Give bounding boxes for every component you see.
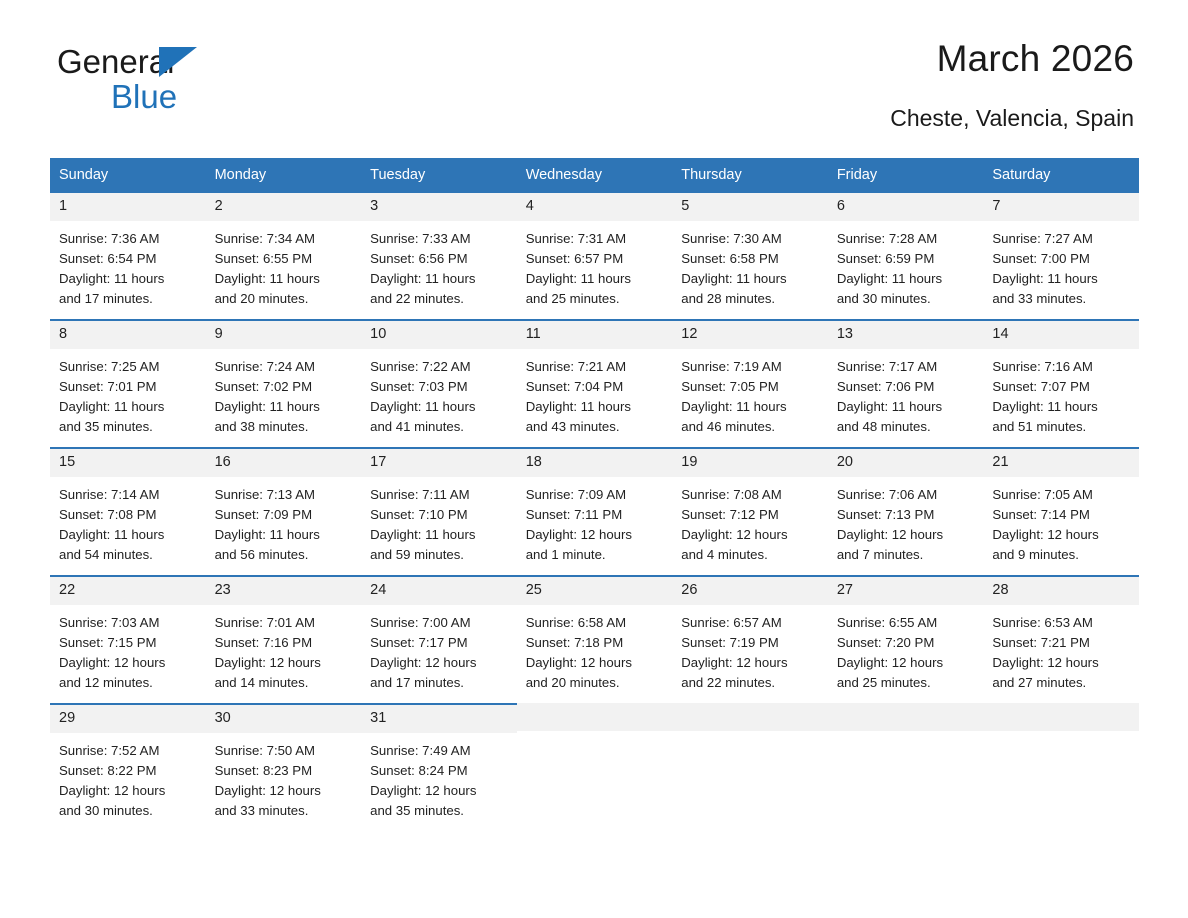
sunrise-text: Sunrise: 7:16 AM [992, 359, 1093, 374]
day-info [206, 349, 362, 437]
sunrise-text: Sunrise: 7:25 AM [59, 359, 160, 374]
sunrise-text: Sunrise: 7:00 AM [370, 615, 471, 630]
sunrise-text: Sunrise: 7:50 AM [214, 743, 315, 758]
page-header [50, 0, 1138, 131]
day-info [672, 221, 828, 309]
sunset-text: Sunset: 7:16 PM [214, 635, 313, 650]
logo-text-blue: Blue [111, 78, 178, 115]
daylight-text-line1: Daylight: 12 hours [525, 655, 632, 670]
day-info [517, 221, 673, 309]
daylight-text-line2: and 17 minutes. [59, 291, 153, 306]
sunrise-text: Sunrise: 7:24 AM [214, 359, 315, 374]
calendar-day-cell[interactable] [983, 191, 1139, 319]
day-info [983, 349, 1139, 437]
sunrise-text: Sunrise: 7:27 AM [992, 231, 1093, 246]
daylight-text-line1: Daylight: 11 hours [370, 399, 476, 414]
sunset-text: Sunset: 7:08 PM [59, 507, 157, 522]
day-number: 3 [361, 193, 517, 221]
weekday-header-sunday: Sunday [50, 158, 206, 191]
sunset-text: Sunset: 7:02 PM [214, 379, 313, 394]
calendar-day-cell[interactable] [672, 575, 828, 703]
calendar-day-cell[interactable] [672, 191, 828, 319]
daylight-text-line2: and 27 minutes. [992, 675, 1087, 690]
day-number-blank [983, 703, 1139, 731]
daylight-text-line2: and 43 minutes. [525, 419, 620, 434]
daylight-text-line1: Daylight: 12 hours [836, 527, 944, 542]
sunset-text: Sunset: 7:07 PM [992, 379, 1090, 394]
daylight-text-line1: Daylight: 12 hours [214, 783, 321, 798]
day-info [828, 477, 984, 565]
daylight-text-line2: and 46 minutes. [681, 419, 776, 434]
daylight-text-line2: and 25 minutes. [525, 291, 620, 306]
day-info [828, 605, 984, 693]
day-info [361, 605, 517, 693]
calendar-day-cell[interactable] [517, 191, 673, 319]
calendar-day-cell[interactable] [206, 703, 362, 831]
day-number: 31 [361, 705, 517, 733]
daylight-text-line1: Daylight: 12 hours [525, 527, 632, 542]
day-number-blank [828, 703, 984, 731]
sunset-text: Sunset: 7:03 PM [370, 379, 468, 394]
weekday-header-thursday: Thursday [672, 158, 828, 191]
daylight-text-line1: Daylight: 12 hours [370, 783, 477, 798]
day-number: 14 [983, 321, 1139, 349]
day-number: 8 [50, 321, 206, 349]
sunrise-text: Sunrise: 7:52 AM [59, 743, 160, 758]
day-number: 27 [828, 577, 984, 605]
day-number: 4 [517, 193, 673, 221]
sunrise-text: Sunrise: 7:06 AM [836, 487, 938, 502]
daylight-text-line2: and 30 minutes. [836, 291, 931, 306]
sunrise-text: Sunrise: 6:53 AM [992, 615, 1093, 630]
sunrise-text: Sunrise: 7:30 AM [681, 231, 782, 246]
weekday-header-saturday: Saturday [983, 158, 1139, 191]
day-number: 13 [828, 321, 984, 349]
calendar-day-cell-empty [983, 703, 1139, 831]
daylight-text-line1: Daylight: 12 hours [59, 783, 166, 798]
sunset-text: Sunset: 8:24 PM [370, 763, 468, 778]
daylight-text-line1: Daylight: 11 hours [370, 527, 476, 542]
daylight-text-line1: Daylight: 11 hours [836, 399, 943, 414]
daylight-text-line2: and 22 minutes. [681, 675, 776, 690]
day-info [828, 221, 984, 309]
daylight-text-line1: Daylight: 11 hours [214, 527, 320, 542]
daylight-text-line2: and 25 minutes. [836, 675, 931, 690]
day-number: 25 [517, 577, 673, 605]
logo-triangle-icon [159, 47, 197, 77]
calendar-day-cell[interactable] [517, 319, 673, 447]
calendar-day-cell[interactable] [983, 447, 1139, 575]
daylight-text-line2: and 12 minutes. [59, 675, 153, 690]
day-info [50, 221, 206, 309]
day-number: 17 [361, 449, 517, 477]
calendar-day-cell[interactable] [672, 447, 828, 575]
calendar-day-cell[interactable] [672, 319, 828, 447]
day-info [50, 733, 206, 821]
calendar-day-cell[interactable] [361, 575, 517, 703]
sunset-text: Sunset: 6:55 PM [214, 251, 313, 266]
day-info [361, 349, 517, 437]
daylight-text-line1: Daylight: 11 hours [992, 399, 1098, 414]
calendar-week-row [50, 447, 1139, 575]
daylight-text-line1: Daylight: 11 hours [59, 271, 165, 286]
calendar-day-cell[interactable] [206, 191, 362, 319]
day-info [983, 605, 1139, 693]
day-info [672, 477, 828, 565]
sunset-text: Sunset: 6:59 PM [836, 251, 935, 266]
calendar-day-cell[interactable] [828, 575, 984, 703]
day-number: 11 [517, 321, 673, 349]
daylight-text-line2: and 35 minutes. [59, 419, 153, 434]
page-location: Cheste, Valencia, Spain [890, 105, 1134, 131]
day-info [983, 221, 1139, 309]
calendar-day-cell[interactable] [361, 703, 517, 831]
day-info [672, 349, 828, 437]
day-info [517, 477, 673, 565]
day-info [206, 733, 362, 821]
sunset-text: Sunset: 7:12 PM [681, 507, 779, 522]
calendar-day-cell[interactable] [50, 447, 206, 575]
calendar-day-cell-empty [828, 703, 984, 831]
daylight-text-line2: and 33 minutes. [992, 291, 1087, 306]
day-info [361, 221, 517, 309]
page-title: March 2026 [936, 38, 1134, 79]
daylight-text-line1: Daylight: 12 hours [836, 655, 944, 670]
daylight-text-line2: and 7 minutes. [836, 547, 924, 562]
daylight-text-line2: and 41 minutes. [370, 419, 464, 434]
day-number-blank [517, 703, 673, 731]
calendar-day-cell[interactable] [828, 447, 984, 575]
daylight-text-line1: Daylight: 11 hours [525, 399, 631, 414]
sunset-text: Sunset: 6:57 PM [525, 251, 624, 266]
daylight-text-line2: and 20 minutes. [525, 675, 620, 690]
day-number: 16 [206, 449, 362, 477]
daylight-text-line2: and 35 minutes. [370, 803, 464, 818]
sunrise-text: Sunrise: 6:55 AM [836, 615, 938, 630]
generalblue-logo [57, 45, 177, 113]
day-number: 15 [50, 449, 206, 477]
day-number: 28 [983, 577, 1139, 605]
day-number: 1 [50, 193, 206, 221]
sunrise-text: Sunrise: 7:01 AM [214, 615, 315, 630]
daylight-text-line1: Daylight: 12 hours [681, 527, 788, 542]
day-info [517, 349, 673, 437]
sunset-text: Sunset: 7:13 PM [836, 507, 935, 522]
day-number: 2 [206, 193, 362, 221]
calendar-day-cell[interactable] [206, 575, 362, 703]
day-number: 22 [50, 577, 206, 605]
sunset-text: Sunset: 7:04 PM [525, 379, 624, 394]
daylight-text-line1: Daylight: 12 hours [992, 527, 1099, 542]
calendar-day-cell[interactable] [983, 319, 1139, 447]
day-number: 6 [828, 193, 984, 221]
sunset-text: Sunset: 7:01 PM [59, 379, 157, 394]
day-number: 23 [206, 577, 362, 605]
sunset-text: Sunset: 6:54 PM [59, 251, 157, 266]
day-info [206, 477, 362, 565]
weekday-header-monday: Monday [206, 158, 362, 191]
day-number-blank [672, 703, 828, 731]
daylight-text-line2: and 14 minutes. [214, 675, 309, 690]
calendar-day-cell-empty [517, 703, 673, 831]
logo-text-general: General [57, 43, 175, 80]
sunset-text: Sunset: 7:06 PM [836, 379, 935, 394]
calendar-day-cell[interactable] [361, 447, 517, 575]
daylight-text-line2: and 28 minutes. [681, 291, 776, 306]
sunrise-text: Sunrise: 6:58 AM [525, 615, 627, 630]
daylight-text-line2: and 38 minutes. [214, 419, 309, 434]
sunrise-text: Sunrise: 7:21 AM [525, 359, 627, 374]
day-info [517, 605, 673, 693]
daylight-text-line1: Daylight: 11 hours [681, 271, 787, 286]
daylight-text-line1: Daylight: 11 hours [214, 271, 320, 286]
daylight-text-line1: Daylight: 11 hours [59, 527, 165, 542]
daylight-text-line2: and 59 minutes. [370, 547, 464, 562]
day-number: 5 [672, 193, 828, 221]
sunset-text: Sunset: 7:11 PM [525, 507, 623, 522]
daylight-text-line1: Daylight: 11 hours [59, 399, 165, 414]
sunrise-text: Sunrise: 7:33 AM [370, 231, 471, 246]
daylight-text-line1: Daylight: 12 hours [681, 655, 788, 670]
sunrise-text: Sunrise: 7:05 AM [992, 487, 1093, 502]
daylight-text-line1: Daylight: 12 hours [59, 655, 166, 670]
sunrise-text: Sunrise: 7:09 AM [525, 487, 627, 502]
calendar-day-cell[interactable] [517, 447, 673, 575]
daylight-text-line2: and 20 minutes. [214, 291, 309, 306]
day-number: 10 [361, 321, 517, 349]
daylight-text-line2: and 56 minutes. [214, 547, 309, 562]
day-info [50, 477, 206, 565]
calendar-week-row [50, 703, 1139, 831]
weekday-header-friday: Friday [828, 158, 984, 191]
sunrise-text: Sunrise: 7:08 AM [681, 487, 782, 502]
daylight-text-line2: and 17 minutes. [370, 675, 464, 690]
day-info [361, 477, 517, 565]
sunset-text: Sunset: 7:19 PM [681, 635, 779, 650]
sunrise-text: Sunrise: 7:19 AM [681, 359, 782, 374]
calendar-day-cell[interactable] [50, 703, 206, 831]
day-number: 9 [206, 321, 362, 349]
day-info [672, 605, 828, 693]
sunset-text: Sunset: 6:58 PM [681, 251, 779, 266]
sunset-text: Sunset: 7:00 PM [992, 251, 1090, 266]
sunset-text: Sunset: 7:09 PM [214, 507, 313, 522]
sunset-text: Sunset: 7:18 PM [525, 635, 624, 650]
sunrise-text: Sunrise: 7:22 AM [370, 359, 471, 374]
calendar-week-row [50, 319, 1139, 447]
calendar-day-cell[interactable] [50, 191, 206, 319]
sunset-text: Sunset: 8:22 PM [59, 763, 157, 778]
day-info [828, 349, 984, 437]
sunrise-text: Sunrise: 7:49 AM [370, 743, 471, 758]
day-number: 24 [361, 577, 517, 605]
sunrise-text: Sunrise: 7:17 AM [836, 359, 938, 374]
daylight-text-line2: and 22 minutes. [370, 291, 464, 306]
daylight-text-line1: Daylight: 11 hours [836, 271, 943, 286]
daylight-text-line2: and 33 minutes. [214, 803, 309, 818]
daylight-text-line1: Daylight: 12 hours [370, 655, 477, 670]
sunrise-text: Sunrise: 7:34 AM [214, 231, 315, 246]
sunset-text: Sunset: 7:05 PM [681, 379, 779, 394]
daylight-text-line1: Daylight: 11 hours [525, 271, 631, 286]
sunset-text: Sunset: 7:15 PM [59, 635, 157, 650]
sunset-text: Sunset: 7:20 PM [836, 635, 935, 650]
calendar-day-cell[interactable] [828, 319, 984, 447]
daylight-text-line2: and 30 minutes. [59, 803, 153, 818]
sunrise-text: Sunrise: 7:03 AM [59, 615, 160, 630]
daylight-text-line2: and 51 minutes. [992, 419, 1087, 434]
daylight-text-line2: and 48 minutes. [836, 419, 931, 434]
daylight-text-line1: Daylight: 11 hours [214, 399, 320, 414]
day-number: 7 [983, 193, 1139, 221]
calendar-week-row [50, 575, 1139, 703]
weekday-header-tuesday: Tuesday [361, 158, 517, 191]
day-info [361, 733, 517, 821]
sunrise-text: Sunrise: 7:28 AM [836, 231, 938, 246]
sunset-text: Sunset: 7:21 PM [992, 635, 1090, 650]
sunrise-text: Sunrise: 6:57 AM [681, 615, 782, 630]
daylight-text-line2: and 1 minute. [525, 547, 606, 562]
daylight-text-line1: Daylight: 11 hours [681, 399, 787, 414]
day-info [50, 605, 206, 693]
daylight-text-line2: and 54 minutes. [59, 547, 153, 562]
calendar-day-cell[interactable] [828, 191, 984, 319]
sunset-text: Sunset: 7:10 PM [370, 507, 468, 522]
weekday-header-wednesday: Wednesday [517, 158, 673, 191]
daylight-text-line2: and 9 minutes. [992, 547, 1079, 562]
sunrise-text: Sunrise: 7:14 AM [59, 487, 160, 502]
day-number: 19 [672, 449, 828, 477]
day-info [206, 221, 362, 309]
calendar-day-cell[interactable] [206, 319, 362, 447]
calendar-week-row [50, 191, 1139, 319]
calendar-day-cell[interactable] [50, 575, 206, 703]
calendar-day-cell[interactable] [983, 575, 1139, 703]
daylight-text-line1: Daylight: 11 hours [992, 271, 1098, 286]
day-number: 26 [672, 577, 828, 605]
calendar-day-cell[interactable] [50, 319, 206, 447]
sunrise-text: Sunrise: 7:11 AM [370, 487, 470, 502]
sunset-text: Sunset: 6:56 PM [370, 251, 468, 266]
weekday-header-row [50, 158, 1139, 191]
sunrise-sunset-calendar [50, 158, 1139, 831]
day-number: 21 [983, 449, 1139, 477]
daylight-text-line1: Daylight: 12 hours [214, 655, 321, 670]
daylight-text-line2: and 4 minutes. [681, 547, 768, 562]
sunset-text: Sunset: 8:23 PM [214, 763, 313, 778]
calendar-day-cell[interactable] [517, 575, 673, 703]
day-number: 29 [50, 705, 206, 733]
daylight-text-line1: Daylight: 11 hours [370, 271, 476, 286]
day-number: 12 [672, 321, 828, 349]
day-info [50, 349, 206, 437]
calendar-day-cell-empty [672, 703, 828, 831]
day-info [206, 605, 362, 693]
sunrise-text: Sunrise: 7:36 AM [59, 231, 160, 246]
daylight-text-line1: Daylight: 12 hours [992, 655, 1099, 670]
day-number: 20 [828, 449, 984, 477]
day-number: 18 [517, 449, 673, 477]
calendar-day-cell[interactable] [361, 191, 517, 319]
sunset-text: Sunset: 7:14 PM [992, 507, 1090, 522]
calendar-day-cell[interactable] [206, 447, 362, 575]
sunrise-text: Sunrise: 7:31 AM [525, 231, 627, 246]
sunrise-text: Sunrise: 7:13 AM [214, 487, 315, 502]
calendar-day-cell[interactable] [361, 319, 517, 447]
sunset-text: Sunset: 7:17 PM [370, 635, 468, 650]
day-info [983, 477, 1139, 565]
day-number: 30 [206, 705, 362, 733]
